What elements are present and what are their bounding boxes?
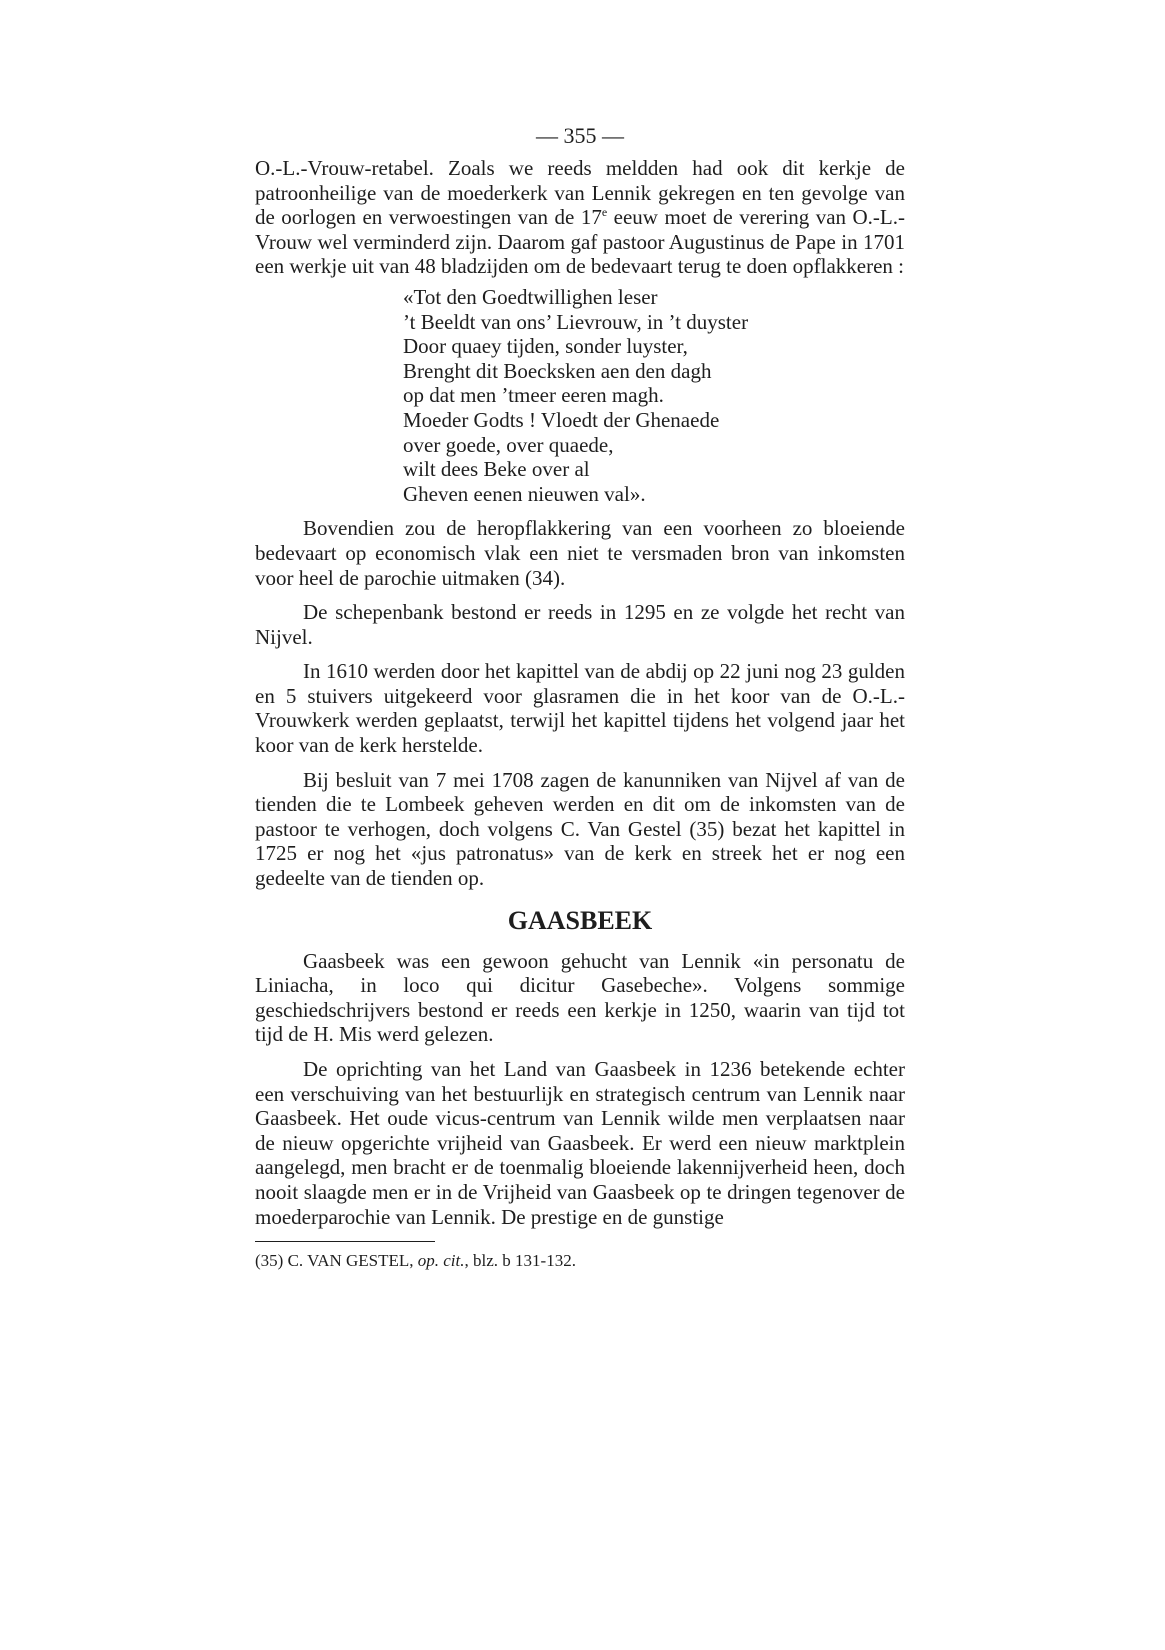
superscript-e: e: [601, 205, 608, 220]
footnote: [255, 1250, 905, 1272]
poem-line: over goede, over quaede,: [403, 432, 614, 457]
document-page: [255, 120, 905, 1272]
footnote-suffix: , blz. b 131-132.: [464, 1251, 576, 1271]
paragraph-tienden: Bij besluit van 7 mei 1708 zagen de kanunniken van Nijvel af van de tienden die te Lombeek geheven werden en dit om de inkomsten van de pastoor te verhogen, doch volgens C. Van Gestel (35) bezat het kapittel in 1725 er nog het «jus patronatus» van de kerk en streek het er nog een gedeelte van de tienden op.: [255, 767, 905, 891]
poem-line: op dat men ’tmeer eeren magh.: [403, 383, 664, 408]
paragraph-intro-text-after: eeuw moet de verering van O.-L.-Vrouw wel verminderd zijn. Daarom gaf pastoor Augustinus de Pape in 1701 een werkje uit van 48 bladzijden om de bedevaart terug te doen opflakkeren :: [255, 205, 905, 279]
poem-line: ’t Beeldt van ons’ Lievrouw, in ’t duyster: [403, 309, 749, 334]
paragraph-bedevaart: Bovendien zou de heropflakkering van een voorheen zo bloeiende bedevaart op economisch vlak een niet te versmaden bron van inkomsten voor heel de parochie uitmaken (34).: [255, 516, 905, 590]
section-title: GAASBEEK: [507, 905, 653, 935]
footnote-divider: [255, 1241, 435, 1242]
paragraph-gaasbeek-oprichting: De oprichting van het Land van Gaasbeek in 1236 betekende echter een verschuiving van het bestuurlijk en strategisch centrum van Lennik naar Gaasbeek. Het oude vicus-centrum van Lennik wilde men verplaatsen naar de nieuw opgerichte vrijheid van Gaasbeek. Er werd een nieuw marktplein aangelegd, men bracht er de toenmalig bloeiende lakennijverheid heen, doch nooit slaagde men er in de Vrijheid van Gaasbeek op te dringen tegenover de moederparochie van Lennik. De prestige en de gunstige: [255, 1057, 905, 1229]
paragraph-schepenbank: De schepenbank bestond er reeds in 1295 en ze volgde het recht van Nijvel.: [255, 600, 905, 649]
page-number: — 355 —: [536, 123, 624, 148]
paragraph-intro: [255, 156, 905, 279]
poem-line: Door quaey tijden, sonder luyster,: [403, 334, 688, 359]
paragraph-intro-text: O.-L.-Vrouw-retabel. Zoals we reeds meldden had ook dit kerkje de patroonheilige van de moederkerk van Lennik gekregen en ten gevolge van de oorlogen en verwoestingen van de 17: [255, 156, 905, 230]
poem-line: Moeder Godts ! Vloedt der Ghenaede: [403, 407, 720, 432]
poem-line: «Tot den Goedtwillighen leser: [403, 284, 658, 309]
poem-line: Gheven eenen nieuwen val».: [403, 481, 646, 506]
poem-line: Brenght dit Boecksken aen den dagh: [403, 358, 712, 383]
paragraph-gaasbeek-gehucht: Gaasbeek was een gewoon gehucht van Lennik «in personatu de Liniacha, in loco qui dicitur Gasebeche». Volgens sommige geschiedschrijvers bestond er reeds een kerkje in 1250, waarin van tijd tot tijd de H. Mis werd gelezen.: [255, 948, 905, 1047]
footnote-prefix: (35) C. VAN GESTEL,: [255, 1251, 418, 1271]
footnote-italic: op. cit.: [417, 1251, 465, 1271]
paragraph-glasramen: In 1610 werden door het kapittel van de abdij op 22 juni nog 23 gulden en 5 stuivers uitgekeerd voor glasramen die in het koor van de O.-L.-Vrouwkerk werden geplaatst, terwijl het kapittel tijdens het volgend jaar het koor van de kerk herstelde.: [255, 659, 905, 758]
poem-quote: [403, 285, 905, 506]
poem-line: wilt dees Beke over al: [403, 457, 590, 482]
